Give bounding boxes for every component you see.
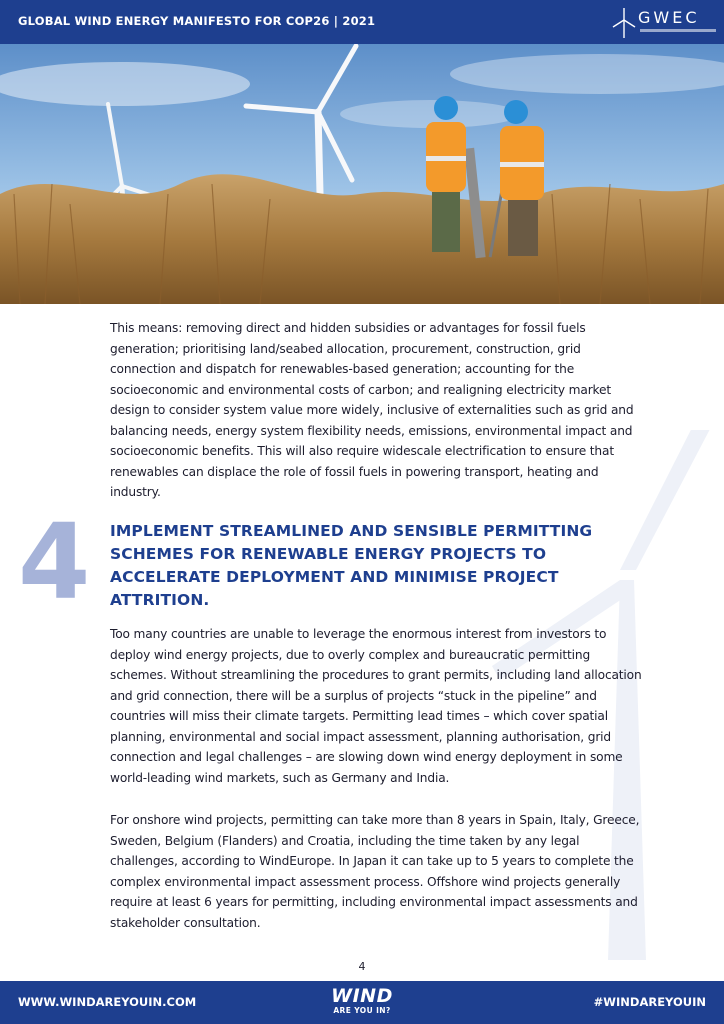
website-link[interactable]: WWW.WINDAREYOUIN.COM [18,995,197,1009]
page-number: 4 [358,960,366,973]
gwec-logo-text: GWEC [638,8,700,27]
section-paragraph: For onshore wind projects, permitting can take more than 8 years in Spain, Italy, Greece, Sweden, Belgium (Flanders) and Croatia, including the time taken by any legal challenges, according to WindEurope. In Japan it can take up to 5 years to complete the complex environmental impact assessment process. Offshore wind projects generally require at least 6 years for permitting, including environmental impact assessments and stakeholder consultation. [110,813,640,930]
hero-photo [0,44,724,304]
wind-turbines-engineers-photo-icon [0,44,724,304]
wind-logo-subtitle: ARE YOU IN? [333,1006,391,1015]
wind-are-you-in-logo [330,987,394,1016]
wind-logo-word: WIND [331,985,393,1007]
gwec-logo [612,6,716,40]
document-title: GLOBAL WIND ENERGY MANIFESTO FOR COP26 | 2021 [18,14,376,28]
turbine-logo-icon [612,8,636,38]
gwec-tagline-mark [640,29,716,32]
section-paragraph: Too many countries are unable to leverage the enormous interest from investors to deploy wind energy projects, due to overly complex and bureaucratic permitting schemes. Without streamlining the procedures to grant permits, including land allocation and grid connection, there will be a surplus of projects “stuck in the pipeline” and countries will miss their climate targets. Permitting lead times – which cover spatial planning, environmental and social impact assessment, planning authorisation, grid connection and legal challenges – are slowing down wind energy deployment in some world-leading wind markets, such as Germany and India. [110,627,642,785]
footer-bar [0,981,724,1024]
section-number: 4 [18,501,91,623]
section-body [110,624,650,933]
header-bar [0,0,724,44]
intro-paragraph: This means: removing direct and hidden subsidies or advantages for fossil fuels generation; prioritising land/seabed allocation, procurement, construction, grid connection and dispatch for renewables-based generation; accounting for the socioeconomic and environmental costs of carbon; and realigning electricity market design to consider system value more widely, inclusive of externalities such as grid and balancing needs, energy system flexibility needs, emissions, environmental impact and socioeconomic benefits. This will also require widescale electrification to ensure that renewables can displace the role of fossil fuels in powering transport, heating and industry. [110,321,634,499]
hashtag-link[interactable]: #WINDAREYOUIN [593,995,706,1009]
section-heading: IMPLEMENT STREAMLINED AND SENSIBLE PERMITTING SCHEMES FOR RENEWABLE ENERGY PROJECTS TO ACCELERATE DEPLOYMENT AND MINIMISE PROJECT ATTRITION. [110,522,593,609]
intro-section [110,318,650,503]
